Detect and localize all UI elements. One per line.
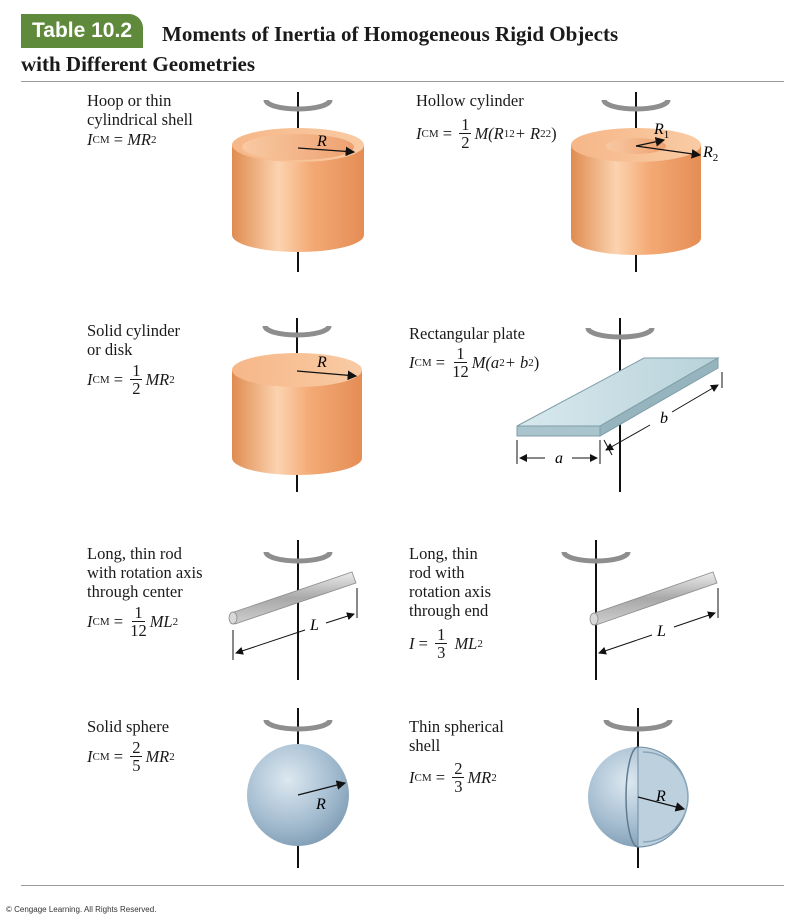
bottom-rule bbox=[21, 885, 784, 886]
copyright-notice: © Cengage Learning. All Rights Reserved. bbox=[6, 905, 157, 914]
rod-end-label-l: L bbox=[657, 623, 666, 640]
rod-center-label-l: L bbox=[310, 617, 319, 634]
hollow-cylinder-figure bbox=[571, 92, 701, 272]
spherical-shell-name: Thin spherical shell bbox=[409, 717, 504, 755]
plate-label-b: b bbox=[660, 410, 668, 427]
rectangular-plate-formula: I CM = $\frac{1}{12}$ M(a 2 + b 2 ) bbox=[409, 344, 540, 381]
rod-end-name: Long, thin rod with rotation axis through end bbox=[409, 544, 492, 620]
hoop-label-r: R bbox=[317, 133, 327, 150]
table-title: Moments of Inertia of Homogeneous Rigid Objects bbox=[162, 22, 619, 46]
hollow-cylinder-name: Hollow cylinder bbox=[416, 91, 524, 110]
solid-sphere-name: Solid sphere bbox=[87, 717, 170, 736]
shell-label-r: R bbox=[656, 788, 666, 805]
solid-cyl-label-r: R bbox=[317, 354, 327, 371]
rod-center-name: Long, thin rod with rotation axis through center bbox=[87, 544, 203, 601]
rod-end-figure bbox=[564, 540, 718, 680]
solid-cylinder-formula: I CM = $\frac{1}{2}$ MR 2 bbox=[87, 361, 175, 398]
hoop-figure bbox=[232, 92, 364, 272]
spherical-shell-formula: I CM = $\frac{2}{3}$ MR 2 bbox=[409, 759, 497, 796]
hoop-formula: I CM = MR 2 bbox=[87, 130, 157, 149]
hollow-label-r2: $R_2$ bbox=[703, 144, 719, 164]
spherical-shell-figure bbox=[588, 708, 688, 868]
rod-center-formula: I CM = $\frac{1}{12}$ ML 2 bbox=[87, 603, 179, 640]
table-number-badge: Table 10.2 bbox=[21, 14, 143, 48]
hollow-label-r1: $R_1$ bbox=[654, 121, 670, 141]
solid-cylinder-figure bbox=[232, 318, 362, 492]
hollow-cylinder-formula: I CM = $\frac{1}{2}$ M(R 1 2 + R 2 2 ) bbox=[416, 115, 557, 152]
rod-center-figure bbox=[229, 540, 357, 680]
sphere-label-r: R bbox=[316, 796, 326, 813]
solid-sphere-figure bbox=[247, 708, 349, 868]
rod-end-formula: I = $\frac{1}{3}$ ML 2 bbox=[409, 625, 483, 662]
rectangular-plate-name: Rectangular plate bbox=[409, 324, 525, 343]
hoop-name: Hoop or thin cylindrical shell bbox=[87, 91, 193, 129]
solid-sphere-formula: I CM = $\frac{2}{5}$ MR 2 bbox=[87, 738, 175, 775]
rectangular-plate-figure bbox=[517, 318, 722, 492]
table-title-line2: with Different Geometries bbox=[21, 52, 256, 76]
solid-cylinder-name: Solid cylinder or disk bbox=[87, 321, 181, 359]
plate-label-a: a bbox=[555, 450, 563, 467]
